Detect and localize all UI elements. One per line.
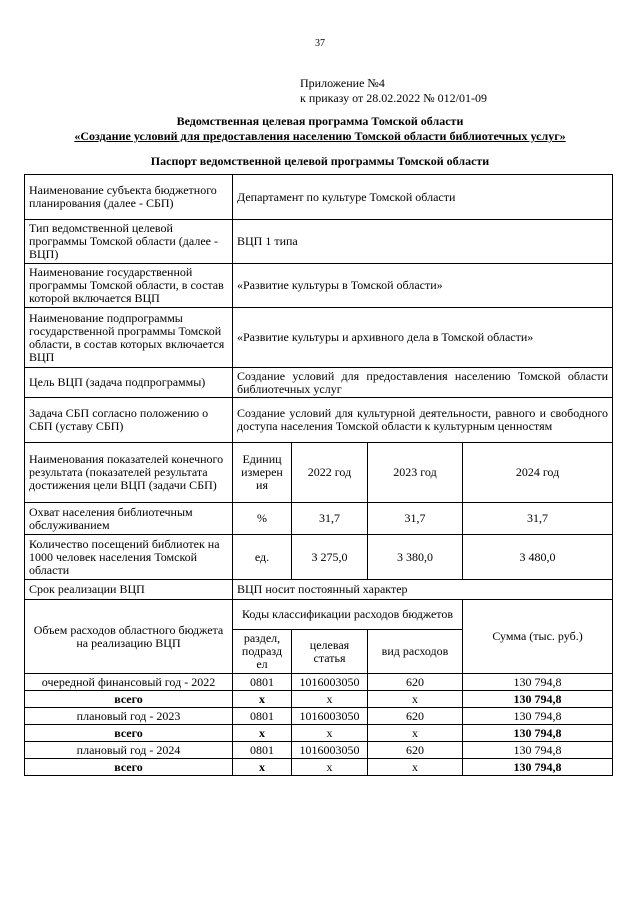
expense-total-row [25, 725, 613, 742]
row-value: ВЦП 1 типа [233, 220, 613, 264]
indicator-header-year-2023: 2023 год [368, 443, 463, 503]
expense-sum: 130 794,8 [463, 725, 613, 742]
indicator-header-label: Наименования показателей конечного результата (показателей результата достижения цели ВЦП (задачи СБП) [25, 443, 233, 503]
expense-type: x [368, 759, 463, 776]
row-value: «Развитие культуры и архивного дела в Томской области» [233, 308, 613, 368]
row-label: Наименование подпрограммы государственной программы Томской области, в состав которых включается ВЦП [25, 308, 233, 368]
table-row [25, 368, 613, 398]
appendix-line-1: Приложение №4 [300, 76, 385, 90]
row-value: Департамент по культуре Томской области [233, 175, 613, 220]
row-label: Наименование государственной программы Томской области, в состав которой включается ВЦП [25, 264, 233, 308]
expense-type: 620 [368, 708, 463, 725]
sum-header: Сумма (тыс. руб.) [463, 600, 613, 674]
indicator-row [25, 535, 613, 580]
indicator-header-unit: Единиц измерен ия [233, 443, 292, 503]
indicator-header-row [25, 443, 613, 503]
appendix-line-2: к приказу от 28.02.2022 № 012/01-09 [300, 91, 488, 105]
passport-title: Паспорт ведомственной целевой программы Томской области [150, 154, 490, 168]
appendix-note [300, 76, 487, 106]
page-number: 37 [315, 38, 325, 49]
indicator-label: Охват населения библиотечным обслуживанием [25, 503, 233, 535]
expense-sum: 130 794,8 [463, 742, 613, 759]
row-value: «Развитие культуры в Томской области» [233, 264, 613, 308]
indicator-row [25, 503, 613, 535]
type-header: вид расходов [368, 630, 463, 674]
article-header: целевая статья [292, 630, 368, 674]
expense-article: 1016003050 [292, 674, 368, 691]
expense-row [25, 674, 613, 691]
expense-period: всего [25, 759, 233, 776]
row-label: Тип ведомственной целевой программы Томской области (далее - ВЦП) [25, 220, 233, 264]
indicator-value-2024: 3 480,0 [463, 535, 613, 580]
row-label: Цель ВЦП (задача подпрограммы) [25, 368, 233, 398]
document-title [0, 114, 640, 144]
expense-article: x [292, 691, 368, 708]
expense-period: всего [25, 691, 233, 708]
expense-section: x [233, 691, 292, 708]
indicator-value-2024: 31,7 [463, 503, 613, 535]
expenses-label: Объем расходов областного бюджета на реализацию ВЦП [25, 600, 233, 674]
expense-period: плановый год - 2023 [25, 708, 233, 725]
expense-article: x [292, 725, 368, 742]
indicator-header-year-2024: 2024 год [463, 443, 613, 503]
expense-row [25, 708, 613, 725]
term-row [25, 580, 613, 600]
expense-section: x [233, 759, 292, 776]
expense-period: очередной финансовый год - 2022 [25, 674, 233, 691]
expense-section: x [233, 725, 292, 742]
row-label: Задача СБП согласно положению о СБП (уставу СБП) [25, 398, 233, 443]
expense-sum: 130 794,8 [463, 674, 613, 691]
expenses-header-row [25, 600, 613, 630]
table-row [25, 264, 613, 308]
row-value: Создание условий для предоставления населению Томской области библиотечных услуг [233, 368, 613, 398]
indicator-value-2023: 3 380,0 [368, 535, 463, 580]
expense-type: 620 [368, 742, 463, 759]
indicator-unit: ед. [233, 535, 292, 580]
expense-section: 0801 [233, 708, 292, 725]
expense-type: x [368, 725, 463, 742]
expense-sum: 130 794,8 [463, 691, 613, 708]
codes-header: Коды классификации расходов бюджетов [233, 600, 463, 630]
expense-section: 0801 [233, 742, 292, 759]
table-row [25, 398, 613, 443]
expense-sum: 130 794,8 [463, 759, 613, 776]
indicator-value-2022: 3 275,0 [292, 535, 368, 580]
indicator-unit: % [233, 503, 292, 535]
expense-period: плановый год - 2024 [25, 742, 233, 759]
term-value: ВЦП носит постоянный характер [233, 580, 613, 600]
title-line-2: «Создание условий для предоставления населению Томской области библиотечных услуг» [74, 129, 566, 143]
indicator-value-2023: 31,7 [368, 503, 463, 535]
expense-sum: 130 794,8 [463, 708, 613, 725]
expense-section: 0801 [233, 674, 292, 691]
expense-type: x [368, 691, 463, 708]
table-row [25, 175, 613, 220]
expense-total-row [25, 691, 613, 708]
expense-period: всего [25, 725, 233, 742]
indicator-label: Количество посещений библиотек на 1000 человек населения Томской области [25, 535, 233, 580]
table-row [25, 308, 613, 368]
expense-total-row [25, 759, 613, 776]
row-value: Создание условий для культурной деятельности, равного и свободного доступа населения Томской области к культурным ценностям [233, 398, 613, 443]
expense-type: 620 [368, 674, 463, 691]
term-label: Срок реализации ВЦП [25, 580, 233, 600]
section-header: раздел, подразд ел [233, 630, 292, 674]
indicator-header-year-2022: 2022 год [292, 443, 368, 503]
expense-article: 1016003050 [292, 742, 368, 759]
row-label: Наименование субъекта бюджетного планирования (далее - СБП) [25, 175, 233, 220]
expense-article: 1016003050 [292, 708, 368, 725]
expense-row [25, 742, 613, 759]
expense-article: x [292, 759, 368, 776]
table-row [25, 220, 613, 264]
passport-table [24, 174, 613, 776]
indicator-value-2022: 31,7 [292, 503, 368, 535]
title-line-1: Ведомственная целевая программа Томской области [176, 114, 464, 128]
